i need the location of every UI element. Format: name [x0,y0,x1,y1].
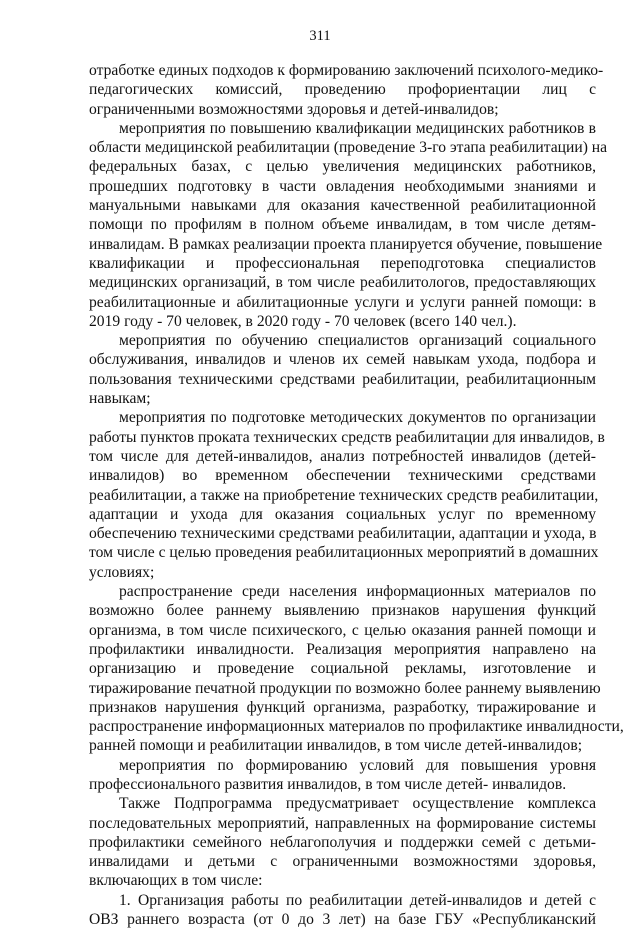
text-line: инвалидов) во временном обеспечении техническими средствами [89,467,596,485]
text-line: тиражирование печатной продукции по возможно более раннему выявлению [89,679,601,697]
text-line: мероприятия по обучению специалистов организаций социального [119,332,596,350]
text-line: работы пунктов проката технических средств реабилитации для инвалидов, в [89,428,605,446]
text-line: адаптации и ухода для оказания социальных услуг по временному [89,505,596,523]
text-line: том числе с целью проведения реабилитационных мероприятий в домашних [89,544,599,562]
page-number: 311 [309,28,331,44]
text-line: условиях; [89,563,155,581]
text-line: профилактики инвалидности. Реализация мероприятия направлено на [89,640,596,658]
text-line: помощи по профилям в полном объеме инвалидам, в том числе детям- [89,216,596,234]
text-line: организма, в том числе психического, с целью оказания ранней помощи и [89,621,596,639]
text-line: реабилитации, а также на приобретение технических средств реабилитации, [89,486,599,504]
text-line: 1. Организация работы по реабилитации детей-инвалидов и детей с [119,891,596,909]
text-line: мероприятия по формированию условий для повышения уровня [119,756,596,774]
text-line: распространение среди населения информационных материалов по [119,583,596,601]
text-line: включающих в том числе: [89,872,263,890]
text-line: инвалидами и детьми с ограниченными возможностями здоровья, [89,853,596,871]
text-line: отработке единых подходов к формированию заключений психолого-медико- [89,62,604,79]
text-line: мероприятия по подготовке методических документов по организации [119,409,596,427]
text-line: возможно более раннему выявлению признаков нарушения функций [89,602,596,620]
text-line: Также Подпрограмма предусматривает осуществление комплекса [119,795,596,813]
text-line: медицинских организаций, в том числе реабилитологов, предоставляющих [89,274,596,292]
text-line: последовательных мероприятий, направленных на формирование системы [89,814,596,832]
text-line: реабилитационные и абилитационные услуги и услуги ранней помощи: в [89,293,596,311]
text-line: федеральных базах, с целью увеличения медицинских работников, [89,158,596,176]
text-line: прошедших подготовку в части овладения необходимыми знаниями и [89,177,596,195]
text-line: организацию и проведение социальной рекламы, изготовление и [89,660,596,678]
text-line: признаков нарушения функций организма, разработку, тиражирование и [89,698,596,716]
text-line: ранней помощи и реабилитации инвалидов, в том числе детей-инвалидов; [89,737,583,755]
text-line: ОВЗ раннего возраста (от 0 до 3 лет) на базе ГБУ «Республиканский [89,911,596,929]
text-line: пользования техническими средствами реабилитации, реабилитационным [89,370,596,388]
text-line: квалификации и профессиональная переподготовка специалистов [89,254,596,272]
text-line: профессионального развития инвалидов, в том числе детей- инвалидов. [89,775,567,793]
text-line: инвалидам. В рамках реализации проекта планируется обучение, повышение [89,235,603,253]
text-line: распространение информационных материалов по профилактике инвалидности, [89,718,624,736]
text-line: навыкам; [89,390,151,408]
text-line: обеспечению техническими средствами реабилитации, адаптации и ухода, в [89,525,597,543]
text-line: ограниченными возможностями здоровья и детей-инвалидов; [89,100,499,118]
document-body [89,61,624,929]
text-line: том числе для детей-инвалидов, анализ потребностей инвалидов (детей- [89,447,596,465]
text-line: педагогических комиссий, проведению профориентации лиц с [89,81,596,99]
text-line: мануальными навыками для оказания качественной реабилитационной [89,197,596,215]
text-line: области медицинской реабилитации (проведение 3-го этапа реабилитации) на [89,139,608,157]
text-line: мероприятия по повышению квалификации медицинских работников в [119,119,596,137]
text-line: обслуживания, инвалидов и членов их семей навыкам ухода, подбора и [89,351,596,369]
text-line: профилактики семейного неблагополучия и поддержки семей с детьми- [89,833,596,851]
text-line: 2019 году - 70 человек, в 2020 году - 70 человек (всего 140 чел.). [89,312,517,330]
